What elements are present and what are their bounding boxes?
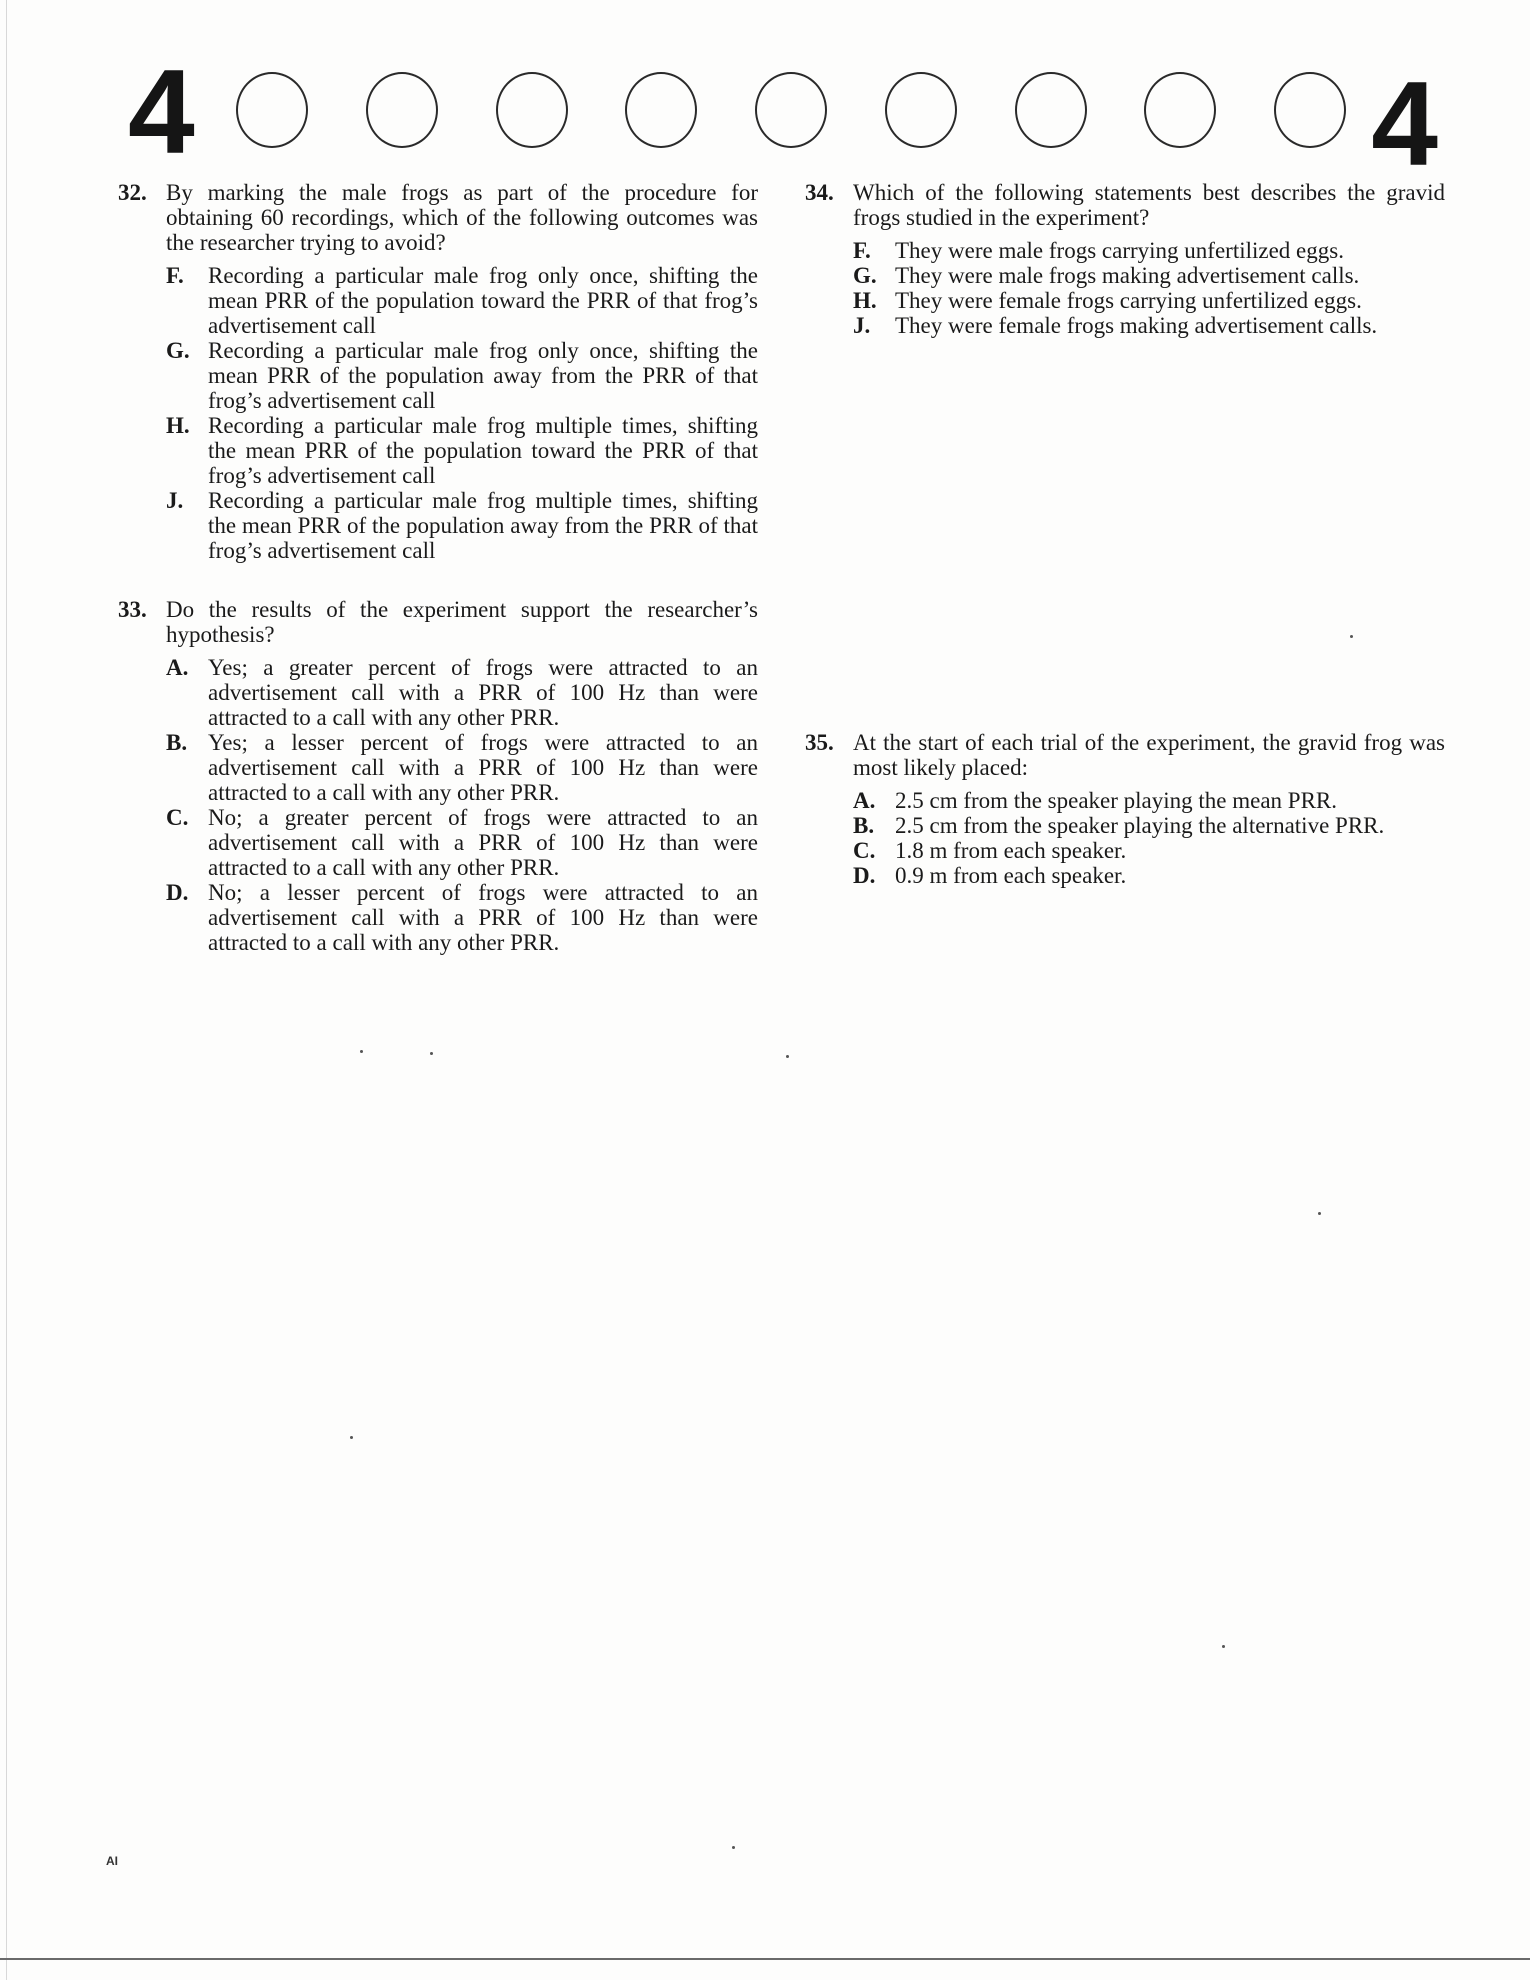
header-circles xyxy=(236,72,1346,148)
option-letter: B. xyxy=(853,813,875,838)
header-circle xyxy=(1274,72,1346,148)
header-circle xyxy=(1015,72,1087,148)
scan-speck xyxy=(360,1050,363,1053)
answer-option-f xyxy=(853,238,1445,263)
option-letter: C. xyxy=(166,805,189,830)
answer-options xyxy=(118,655,758,955)
option-text: Recording a particular male frog multiple times, shifting the mean PRR of the population toward the PRR of that frog’s advertisement call xyxy=(208,413,758,488)
answer-option-c xyxy=(853,838,1445,863)
bottom-rule xyxy=(0,1958,1530,1960)
answer-option-a xyxy=(166,655,758,730)
answer-option-c xyxy=(166,805,758,880)
option-text: Yes; a greater percent of frogs were attracted to an advertisement call with a PRR of 100 Hz than were attracted to a call with any other PRR. xyxy=(208,655,758,730)
answer-option-j xyxy=(166,488,758,563)
option-text: They were male frogs making advertisement calls. xyxy=(895,263,1360,288)
answer-option-g xyxy=(166,338,758,413)
option-letter: G. xyxy=(853,263,877,288)
answer-option-j xyxy=(853,313,1445,338)
option-letter: B. xyxy=(166,730,188,755)
option-letter: H. xyxy=(853,288,877,313)
option-letter: J. xyxy=(853,313,871,338)
option-letter: F. xyxy=(166,263,184,288)
answer-option-g xyxy=(853,263,1445,288)
question-stem xyxy=(805,180,1445,230)
question-number: 32. xyxy=(118,180,147,205)
option-text: Recording a particular male frog only once, shifting the mean PRR of the population away from the PRR of that frog’s advertisement call xyxy=(208,338,758,413)
answer-option-f xyxy=(166,263,758,338)
option-letter: A. xyxy=(853,788,876,813)
option-letter: A. xyxy=(166,655,189,680)
question-35 xyxy=(805,730,1445,888)
question-number: 33. xyxy=(118,597,147,622)
option-letter: F. xyxy=(853,238,871,263)
question-33 xyxy=(118,597,758,955)
question-text: At the start of each trial of the experiment, the gravid frog was most likely placed: xyxy=(853,730,1445,780)
question-32 xyxy=(118,180,758,563)
question-number: 35. xyxy=(805,730,834,755)
answer-option-a xyxy=(853,788,1445,813)
answer-option-b xyxy=(166,730,758,805)
scan-speck xyxy=(1350,635,1353,638)
footer-mark: AI xyxy=(106,1854,118,1868)
answer-options xyxy=(118,263,758,563)
answer-option-d xyxy=(853,863,1445,888)
header-circle xyxy=(366,72,438,148)
question-stem xyxy=(118,597,758,647)
header-circle xyxy=(236,72,308,148)
header-circle xyxy=(885,72,957,148)
section-number-right: 4 xyxy=(1371,57,1438,191)
header-circle xyxy=(755,72,827,148)
option-letter: J. xyxy=(166,488,184,513)
option-text: Recording a particular male frog only once, shifting the mean PRR of the population toward the PRR of that frog’s advertisement call xyxy=(208,263,758,338)
option-letter: D. xyxy=(166,880,189,905)
option-text: Yes; a lesser percent of frogs were attracted to an advertisement call with a PRR of 100 Hz than were attracted to a call with any other PRR. xyxy=(208,730,758,805)
question-text: Do the results of the experiment support the researcher’s hypothesis? xyxy=(166,597,758,647)
option-text: No; a lesser percent of frogs were attracted to an advertisement call with a PRR of 100 Hz than were attracted to a call with any other PRR. xyxy=(208,880,758,955)
answer-option-b xyxy=(853,813,1445,838)
question-stem xyxy=(118,180,758,255)
left-column xyxy=(118,180,758,955)
option-letter: H. xyxy=(166,413,190,438)
option-letter: G. xyxy=(166,338,190,363)
scan-speck xyxy=(430,1052,433,1055)
header-circle xyxy=(496,72,568,148)
option-text: No; a greater percent of frogs were attracted to an advertisement call with a PRR of 100 Hz than were attracted to a call with any other PRR. xyxy=(208,805,758,880)
option-text: 1.8 m from each speaker. xyxy=(895,838,1127,863)
scan-speck xyxy=(350,1436,353,1439)
option-text: They were female frogs making advertisement calls. xyxy=(895,313,1378,338)
question-text: By marking the male frogs as part of the procedure for obtaining 60 recordings, which of the following outcomes was the researcher trying to avoid? xyxy=(166,180,758,255)
answer-options xyxy=(805,238,1445,338)
scan-speck xyxy=(786,1055,789,1058)
question-number: 34. xyxy=(805,180,834,205)
header-circle xyxy=(625,72,697,148)
scan-speck xyxy=(1318,1212,1321,1215)
question-text: Which of the following statements best describes the gravid frogs studied in the experiment? xyxy=(853,180,1445,230)
section-header xyxy=(128,45,1438,191)
option-text: 0.9 m from each speaker. xyxy=(895,863,1127,888)
scan-speck xyxy=(732,1846,735,1849)
header-circle xyxy=(1144,72,1216,148)
section-number-left: 4 xyxy=(128,45,195,179)
option-text: 2.5 cm from the speaker playing the mean PRR. xyxy=(895,788,1338,813)
option-text: Recording a particular male frog multiple times, shifting the mean PRR of the population away from the PRR of that frog’s advertisement call xyxy=(208,488,758,563)
answer-options xyxy=(805,788,1445,888)
answer-option-h xyxy=(853,288,1445,313)
option-letter: D. xyxy=(853,863,876,888)
question-34 xyxy=(805,180,1445,338)
answer-option-h xyxy=(166,413,758,488)
option-text: 2.5 cm from the speaker playing the alternative PRR. xyxy=(895,813,1385,838)
question-stem xyxy=(805,730,1445,780)
right-column xyxy=(805,180,1445,888)
option-text: They were female frogs carrying unfertilized eggs. xyxy=(895,288,1362,313)
answer-option-d xyxy=(166,880,758,955)
scan-speck xyxy=(1222,1645,1225,1648)
scan-edge-line xyxy=(6,0,7,1980)
option-letter: C. xyxy=(853,838,876,863)
option-text: They were male frogs carrying unfertilized eggs. xyxy=(895,238,1344,263)
